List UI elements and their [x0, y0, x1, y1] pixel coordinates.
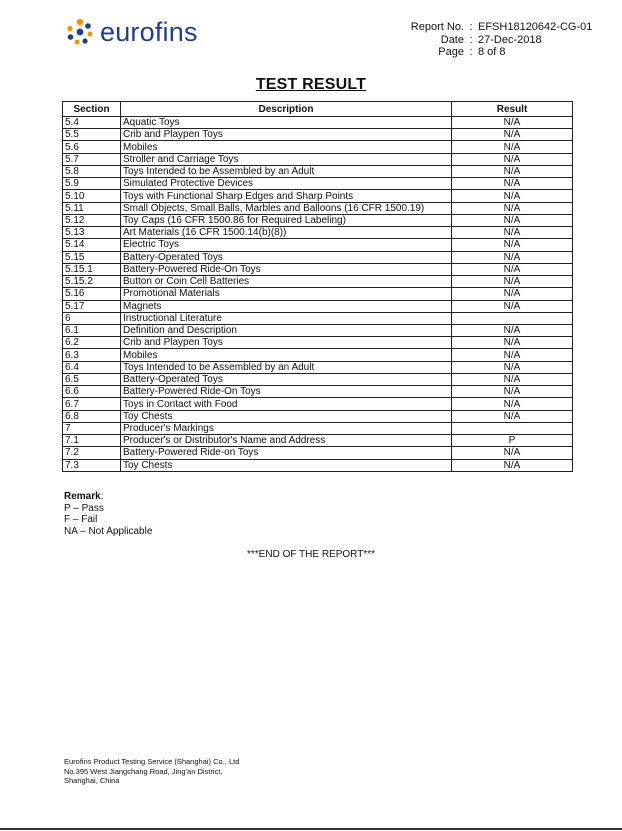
cell-description: Mobiles — [121, 141, 452, 153]
table-row — [63, 422, 573, 434]
cell-section: 5.9 — [63, 178, 121, 190]
cell-result: N/A — [452, 178, 573, 190]
cell-result — [452, 422, 573, 434]
cell-section: 6.1 — [63, 324, 121, 336]
cell-result: N/A — [452, 447, 573, 459]
cell-section: 5.14 — [63, 239, 121, 251]
test-result-table — [62, 101, 573, 472]
meta-separator: : — [469, 33, 473, 46]
meta-value: 27-Dec-2018 — [478, 33, 542, 46]
table-row — [63, 337, 573, 349]
cell-section: 5.13 — [63, 227, 121, 239]
cell-section: 6.4 — [63, 361, 121, 373]
cell-section: 6.7 — [63, 398, 121, 410]
remark-na: NA – Not Applicable — [64, 525, 153, 537]
table-row — [63, 288, 573, 300]
cell-description: Toy Caps (16 CFR 1500.86 for Required Labeling) — [121, 214, 452, 226]
cell-description: Battery-Powered Ride-On Toys — [121, 386, 452, 398]
cell-description: Electric Toys — [121, 239, 452, 251]
cell-result: N/A — [452, 386, 573, 398]
cell-description: Toys Intended to be Assembled by an Adult — [121, 361, 452, 373]
cell-section: 5.8 — [63, 165, 121, 177]
cell-result: P — [452, 435, 573, 447]
cell-description: Battery-Operated Toys — [121, 373, 452, 385]
cell-description: Battery-Operated Toys — [121, 251, 452, 263]
cell-section: 5.17 — [63, 300, 121, 312]
cell-result: N/A — [452, 288, 573, 300]
table-row — [63, 324, 573, 336]
cell-result: N/A — [452, 398, 573, 410]
remark-colon: : — [100, 491, 104, 502]
meta-report-no — [408, 21, 592, 34]
table-row — [63, 251, 573, 263]
cell-result: N/A — [452, 349, 573, 361]
logo-wordmark: eurofins — [100, 17, 198, 47]
cell-result: N/A — [452, 361, 573, 373]
table-row — [63, 312, 573, 324]
cell-section: 5.10 — [63, 190, 121, 202]
table-body — [63, 117, 573, 472]
cell-section: 5.16 — [63, 288, 121, 300]
cell-description: Button or Coin Cell Batteries — [121, 276, 452, 288]
cell-result: N/A — [452, 300, 573, 312]
remark-title: Remark — [64, 491, 101, 502]
cell-result: N/A — [452, 227, 573, 239]
cell-section: 5.4 — [63, 117, 121, 129]
header-description: Description — [121, 102, 452, 117]
cell-description: Magnets — [121, 300, 452, 312]
cell-result: N/A — [452, 141, 573, 153]
report-meta — [408, 21, 592, 59]
header-section: Section — [63, 102, 121, 117]
table-row — [63, 141, 573, 153]
meta-label: Report No. — [410, 21, 464, 33]
cell-description: Producer's or Distributor's Name and Address — [121, 435, 452, 447]
footer-company: Eurofins Product Testing Service (Shanghai) Co., Ltd — [64, 757, 240, 766]
cell-section: 5.12 — [63, 214, 121, 226]
meta-label: Page — [438, 46, 464, 58]
table-row — [63, 373, 573, 385]
cell-result: N/A — [452, 153, 573, 165]
cell-result: N/A — [452, 251, 573, 263]
table-row — [63, 214, 573, 226]
cell-description: Small Objects, Small Balls, Marbles and Balloons (16 CFR 1500.19) — [121, 202, 452, 214]
meta-value: 8 of 8 — [478, 46, 506, 58]
cell-result: N/A — [452, 276, 573, 288]
cell-section: 5.15 — [63, 251, 121, 263]
cell-section: 7.3 — [63, 459, 121, 471]
cell-section: 5.15.2 — [63, 276, 121, 288]
table-row — [63, 239, 573, 251]
cell-description: Toy Chests — [121, 459, 452, 471]
cell-description: Instructional Literature — [121, 312, 452, 324]
footer-address: No.395 West Jiangchang Road, Jing'an District, — [64, 766, 223, 776]
cell-section: 5.15.1 — [63, 263, 121, 275]
cell-section: 7 — [63, 422, 121, 434]
meta-value: EFSH18120642-CG-01 — [478, 21, 593, 33]
cell-result: N/A — [452, 373, 573, 385]
cell-section: 6.8 — [63, 410, 121, 422]
cell-result — [452, 312, 573, 324]
table-row — [63, 276, 573, 288]
cell-result: N/A — [452, 214, 573, 226]
cell-description: Toys Intended to be Assembled by an Adult — [121, 165, 452, 177]
cell-section: 7.1 — [63, 435, 121, 447]
table-row — [63, 410, 573, 422]
cell-section: 6.3 — [63, 349, 121, 361]
cell-result: N/A — [452, 337, 573, 349]
cell-description: Toy Chests — [121, 410, 452, 422]
table-row — [63, 165, 573, 177]
table-row — [63, 202, 573, 214]
cell-description: Crib and Playpen Toys — [121, 337, 452, 349]
cell-section: 5.5 — [63, 129, 121, 141]
table-row — [63, 300, 573, 312]
cell-result: N/A — [452, 190, 573, 202]
meta-separator: : — [469, 21, 473, 33]
cell-description: Toys in Contact with Food — [121, 398, 452, 410]
cell-section: 6.5 — [63, 373, 121, 385]
cell-description: Toys with Functional Sharp Edges and Sharp Points — [121, 190, 452, 202]
cell-section: 5.7 — [63, 153, 121, 165]
company-footer — [64, 757, 239, 786]
remark-fail: F – Fail — [64, 514, 98, 525]
table-row — [63, 398, 573, 410]
table-row — [63, 117, 573, 129]
cell-description: Producer's Markings — [121, 422, 452, 434]
cell-description: Mobiles — [121, 349, 452, 361]
remark-block — [64, 491, 152, 537]
meta-separator: : — [469, 46, 473, 58]
cell-description: Art Materials (16 CFR 1500.14(b)(8)) — [121, 227, 452, 239]
meta-label: Date — [440, 33, 464, 46]
cell-result: N/A — [452, 410, 573, 422]
page-bottom-border — [0, 828, 622, 830]
cell-result: N/A — [452, 459, 573, 471]
cell-result: N/A — [452, 202, 573, 214]
table-row — [63, 386, 573, 398]
meta-date — [408, 34, 592, 47]
end-of-report: ***END OF THE REPORT*** — [247, 549, 375, 560]
table-row — [63, 178, 573, 190]
header-result: Result — [452, 102, 573, 117]
footer-city: Shanghai, China — [64, 776, 120, 785]
table-row — [63, 227, 573, 239]
cell-description: Battery-Powered Ride-on Toys — [121, 447, 452, 459]
table-row — [63, 349, 573, 361]
cell-section: 5.6 — [63, 141, 121, 153]
meta-page — [408, 46, 592, 59]
cell-description: Simulated Protective Devices — [121, 178, 452, 190]
cell-result: N/A — [452, 117, 573, 129]
table-row — [63, 263, 573, 275]
cell-description: Crib and Playpen Toys — [121, 129, 452, 141]
remark-pass: P – Pass — [64, 502, 104, 514]
cell-result: N/A — [452, 263, 573, 275]
cell-section: 6 — [63, 312, 121, 324]
table-row — [63, 361, 573, 373]
cell-description: Definition and Description — [121, 324, 452, 336]
table-row — [63, 435, 573, 447]
cell-section: 6.6 — [63, 386, 121, 398]
cell-result: N/A — [452, 239, 573, 251]
cell-result: N/A — [452, 324, 573, 336]
cell-description: Stroller and Carriage Toys — [121, 153, 452, 165]
cell-section: 6.2 — [63, 337, 121, 349]
table-row — [63, 129, 573, 141]
table-row — [63, 447, 573, 459]
table-header-row — [63, 102, 573, 117]
table-row — [63, 459, 573, 471]
eurofins-dots-icon — [64, 16, 96, 48]
cell-description: Aquatic Toys — [121, 117, 452, 129]
cell-description: Promotional Materials — [121, 288, 452, 300]
cell-section: 5.11 — [63, 202, 121, 214]
cell-result: N/A — [452, 129, 573, 141]
table-row — [63, 190, 573, 202]
cell-description: Battery-Powered Ride-On Toys — [121, 263, 452, 275]
page-title: TEST RESULT — [255, 76, 367, 93]
eurofins-logo — [64, 16, 198, 48]
cell-result: N/A — [452, 165, 573, 177]
table-row — [63, 153, 573, 165]
cell-section: 7.2 — [63, 447, 121, 459]
